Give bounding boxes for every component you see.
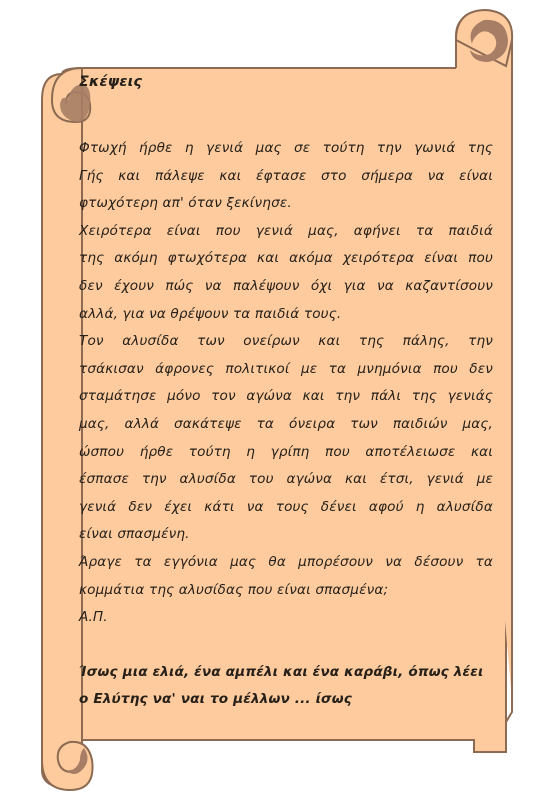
- text-line: Χειρότερα είναι που γενιά μας, αφήνει τα παιδιά: [79, 222, 493, 239]
- scroll-text: [79, 72, 493, 714]
- text-line: ώσπου ήρθε τούτη η γρίπη που αποτέλειωσε και: [79, 443, 493, 460]
- text-line: μας, αλλά σακάτεψε τα όνειρα των παιδιών μας,: [79, 415, 493, 432]
- text-line: δεν έχουν πώς να παλέψουν όχι για να καζαντίσουν: [79, 277, 493, 294]
- text-line: γενιά δεν έχει κάτι να τους δένει αφού η αλυσίδα: [79, 498, 493, 515]
- paragraph-spacer: [79, 632, 493, 659]
- document-title: Σκέψεις: [79, 74, 143, 90]
- text-line: έσπασε την αλυσίδα του αγώνα και έτσι, γενιά με: [79, 471, 493, 488]
- text-line: Φτωχή ήρθε η γενιά μας σε τούτη την γωνιά της: [79, 140, 493, 156]
- text-line: αλλά, για να θρέψουν τα παιδιά τους.: [79, 305, 342, 322]
- text-line: τσάκισαν άφρονες πολιτικοί με τα μνημόνια που δεν: [79, 360, 493, 377]
- quote-line: Ίσως μια ελιά, ένα αμπέλι και ένα καράβι, όπως λέει: [79, 663, 484, 680]
- text-line: Άραγε τα εγγόνια μας θα μπορέσουν να δέσουν τα: [79, 553, 493, 570]
- text-line: Γής και πάλεψε και έφτασε στο σήμερα να είναι: [79, 167, 493, 184]
- text-line: της ακόμη φτωχότερα και ακόμα χειρότερα είναι που: [79, 250, 493, 267]
- left-scroll-roll: [42, 68, 82, 788]
- quote-line: ο Ελύτης να' ναι το μέλλων ... ίσως: [79, 691, 352, 708]
- text-line: σταμάτησε μόνο τον αγώνα και την πάλι της γενιάς: [79, 388, 493, 405]
- text-line: κομμάτια της αλυσίδας που είναι σπασμένα;: [79, 581, 389, 598]
- text-line: είναι σπασμένη.: [79, 526, 190, 543]
- signature: Α.Π.: [79, 609, 108, 626]
- text-line: Τον αλυσίδα των ονείρων και της πάλης, την: [79, 333, 493, 350]
- text-line: φτωχότερη απ' όταν ξεκίνησε.: [79, 195, 292, 212]
